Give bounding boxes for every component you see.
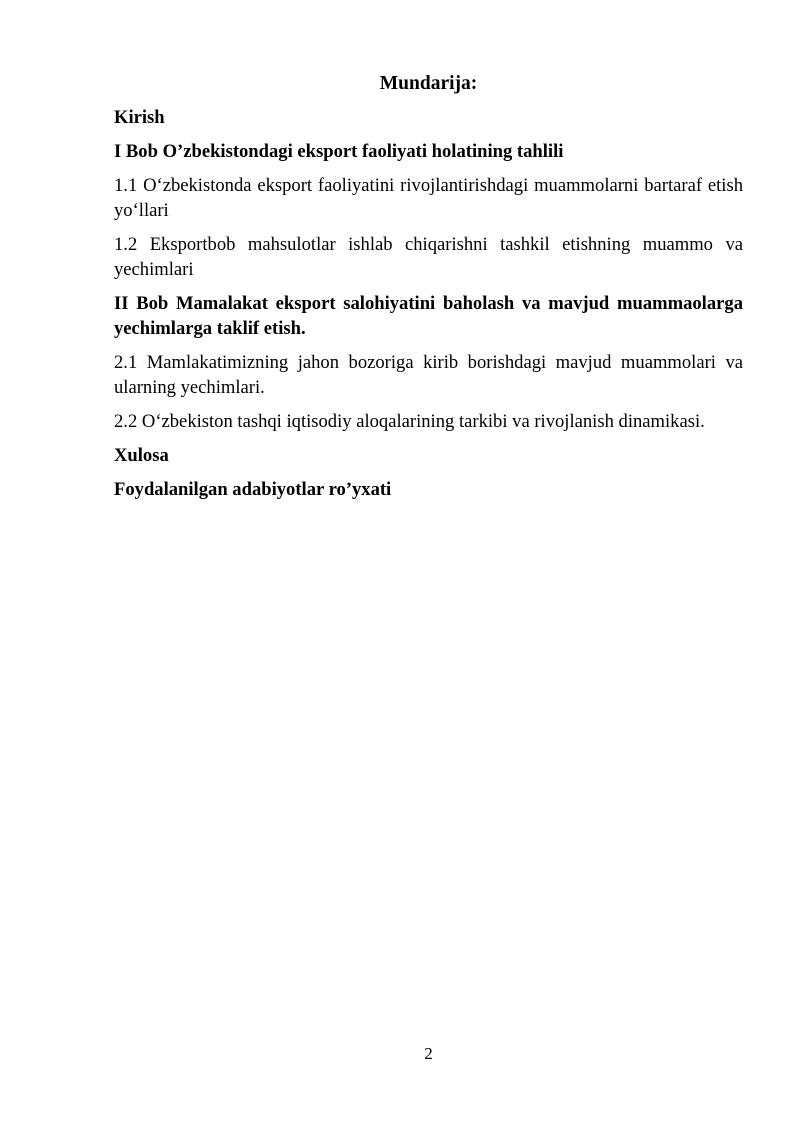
- toc-paragraph-9: Foydalanilgan adabiyotlar ro’yxati: [114, 479, 392, 500]
- toc-paragraph-8: Xulosa: [114, 445, 169, 466]
- toc-paragraph-5: II Bob Mamalakat eksport salohiyatini baholash va mavjud muammaolarga yechimlarga taklif etish.: [114, 293, 743, 339]
- toc-paragraph-3: 1.1 O‘zbekistonda eksport faoliyatini rivojlantirishdagi muammolarni bartaraf etish yo‘llari: [114, 175, 743, 221]
- toc-paragraph-7: 2.2 O‘zbekiston tashqi iqtisodiy aloqalarining tarkibi va rivojlanish dinamikasi.: [114, 411, 705, 432]
- toc-paragraph-2: I Bob O’zbekistondagi eksport faoliyati holatining tahlili: [114, 141, 564, 162]
- document-content: [0, 0, 800, 502]
- page-title: Mundarija:: [379, 73, 478, 94]
- toc-paragraph-4: 1.2 Eksportbob mahsulotlar ishlab chiqarishni tashkil etishning muammo va yechimlari: [114, 234, 743, 280]
- toc-paragraph-6: 2.1 Mamlakatimizning jahon bozoriga kirib borishdagi mavjud muammolari va ularning yechimlari.: [114, 352, 743, 398]
- page-number: 2: [424, 1044, 433, 1063]
- toc-list: [114, 105, 743, 502]
- toc-paragraph-1: Kirish: [114, 107, 165, 128]
